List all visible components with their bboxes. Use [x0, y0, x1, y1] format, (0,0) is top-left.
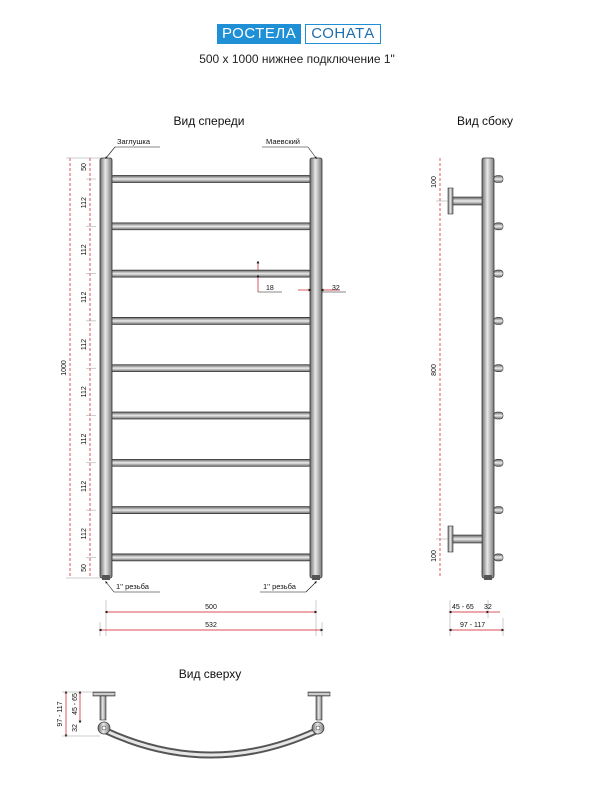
- top-view-title: Вид сверху: [178, 667, 242, 681]
- side-bottom-value: 100: [431, 550, 438, 562]
- side-pipe-value: 32: [332, 285, 340, 292]
- top-offset-value: 50: [81, 163, 88, 171]
- thread-right-label: 1'' резьба: [263, 582, 296, 591]
- rung: [110, 412, 312, 419]
- rung: [110, 223, 312, 230]
- rung: [110, 507, 312, 514]
- side-offset-b-value: 97 - 117: [460, 622, 486, 629]
- right-vertical-pipe: [310, 158, 322, 578]
- total-height-value: 1000: [61, 360, 68, 376]
- width-outer-value: 532: [205, 622, 217, 629]
- side-rung-stub: [494, 270, 503, 277]
- rungs-group: [110, 176, 312, 561]
- rung: [110, 365, 312, 372]
- left-thread: [102, 575, 110, 580]
- bottom-offset-value: 50: [81, 564, 88, 572]
- left-vertical-pipe: [100, 158, 112, 578]
- product-subtitle: 500 х 1000 нижнее подключение 1": [199, 52, 395, 66]
- side-view: [431, 158, 503, 636]
- rung: [110, 554, 312, 561]
- step-value: 112: [81, 244, 88, 256]
- side-rung-stub: [494, 365, 503, 372]
- brand-model: СОНАТА: [305, 24, 381, 44]
- side-rung-stub: [494, 554, 503, 561]
- thread-left-label: 1'' резьба: [116, 582, 149, 591]
- side-rung-stub: [494, 317, 503, 324]
- side-offset-a-value: 45 - 65: [452, 604, 474, 611]
- plug-label: Заглушка: [117, 137, 151, 146]
- right-thread: [312, 575, 320, 580]
- top-view: [57, 692, 330, 755]
- side-stubs-group: [494, 176, 503, 561]
- side-center-value: 800: [431, 364, 438, 376]
- step-value: 112: [81, 386, 88, 398]
- side-rung-stub: [494, 223, 503, 230]
- side-rung-stub: [494, 459, 503, 466]
- step-value: 112: [81, 433, 88, 445]
- rung: [110, 176, 312, 183]
- lower-wall-bracket: [448, 526, 482, 552]
- step-value: 112: [81, 480, 88, 493]
- step-value: 112: [81, 291, 88, 303]
- width-inner-value: 500: [205, 604, 217, 611]
- rung: [110, 317, 312, 324]
- side-top-value: 100: [431, 176, 438, 188]
- side-rung-stub: [494, 176, 503, 183]
- side-rung-stub: [494, 412, 503, 419]
- brand-name: РОСТЕЛА: [217, 24, 301, 44]
- top-pipe-value: 32: [72, 724, 79, 732]
- side-rung-stub: [494, 507, 503, 514]
- side-vertical-pipe: [482, 158, 494, 578]
- rung-pipe-value: 18: [266, 285, 274, 292]
- top-depth-value: 97 - 117: [57, 701, 64, 727]
- step-value: 112: [81, 197, 88, 209]
- rung: [110, 459, 312, 466]
- rung: [110, 270, 312, 277]
- mayevsky-label: Маевский: [266, 137, 300, 146]
- front-view: [61, 137, 346, 636]
- step-value: 112: [81, 338, 88, 351]
- top-offset-value: 45 - 65: [72, 693, 79, 715]
- upper-wall-bracket: [448, 188, 482, 214]
- step-labels-group: [81, 179, 96, 557]
- step-value: 112: [81, 528, 88, 540]
- side-view-title: Вид сбоку: [457, 114, 513, 128]
- front-view-title: Вид спереди: [173, 114, 245, 128]
- side-pipe-value-label: 32: [484, 604, 492, 611]
